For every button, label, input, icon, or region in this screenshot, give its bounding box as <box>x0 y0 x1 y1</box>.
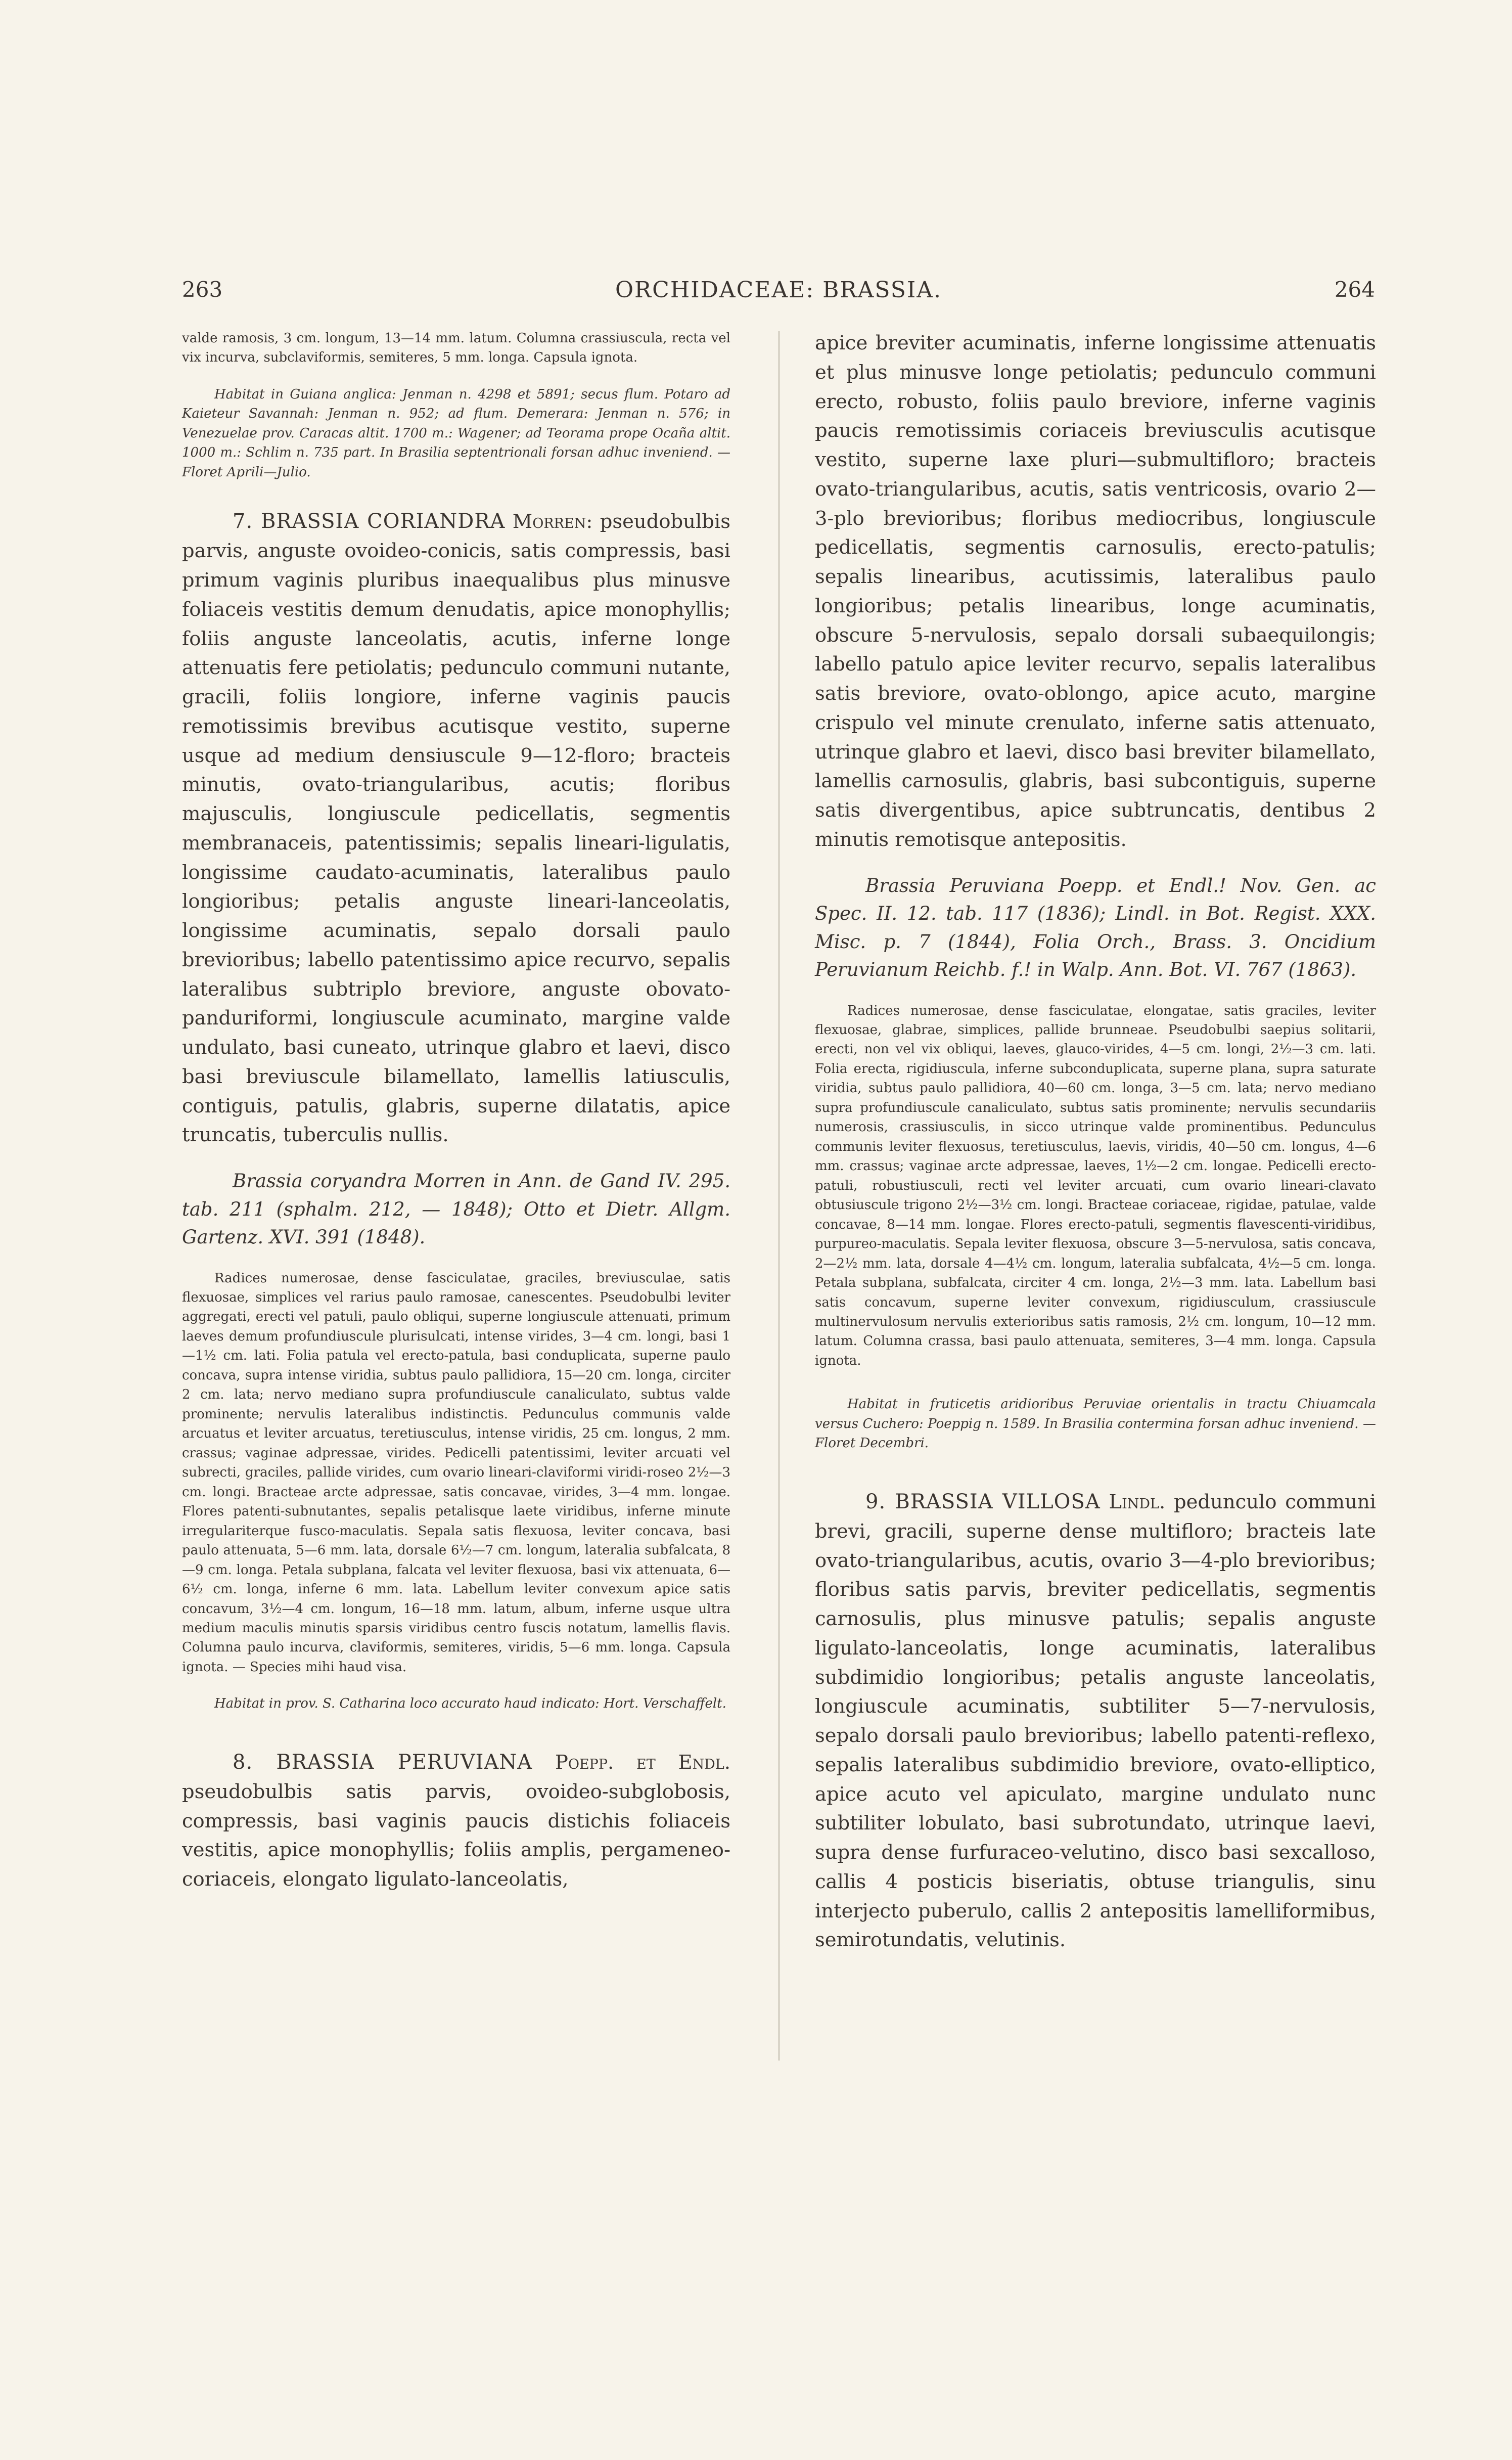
species-8-text: pseudobulbis satis parvis, ovoideo-subglobosis, compressis, basi vaginis paucis distichis foliaceis vestitis, apice monophyllis; foliis amplis, pergameneo-coriaceis, elongato ligulato-lanceolatis, <box>182 1780 730 1891</box>
species-7-text: pseudobulbis parvis, anguste ovoideo-conicis, satis compressis, basi primum vaginis pluribus inaequalibus plus minusve foliaceis vestitis demum denudatis, apice monophyllis; foliis anguste lanceolatis, acutis, inferne longe attenuatis fere petiolatis; pedunculo communi nutante, gracili, foliis longiore, inferne vaginis paucis remotissimis brevibus acutisque vestito, superne usque ad medium densiuscule 9—12-floro; bracteis minutis, ovato-triangularibus, acutis; floribus majusculis, longiuscule pedicellatis, segmentis membranaceis, patentissimis; sepalis lineari-ligulatis, longissime caudato-acuminatis, lateralibus paulo longioribus; petalis anguste lineari-lanceolatis, longissime acuminatis, sepalo dorsali paulo brevioribus; labello patentissimo apice recurvo, sepalis lateralibus subtriplo breviore, anguste obovato-panduriformi, longiuscule acuminato, margine valde undulato, basi cuneato, utrinque glabro et laevi, disco basi breviuscule bilamellato, lamellis latiusculis, contiguis, patulis, glabris, superne dilatatis, apice truncatis, tuberculis nullis. <box>182 510 730 1147</box>
species-7-diagnosis <box>182 506 730 1150</box>
species-8-diagnosis <box>182 1747 730 1894</box>
species-9-diagnosis <box>815 1487 1376 1955</box>
species-8-description: Radices numerosae, dense fasciculatae, elongatae, satis graciles, leviter flexuosae, glabrae, simplices, pallide brunneae. Pseudobulbi saepius solitarii, erecti, non vel vix obliqui, laeves, glauco-virides, 4—5 cm. longi, 2½—3 cm. lati. Folia erecta, rigidiuscula, inferne subconduplicata, superne plana, supra saturate viridia, subtus paulo pallidiora, 40—60 cm. longa, 3—5 cm. lata; nervo mediano supra profundiuscule canaliculato, subtus satis prominente; nervulis secundariis numerosis, crassiusculis, in sicco utrinque valde prominentibus. Pedunculus communis leviter flexuosus, teretiusculus, laevis, viridis, 40—50 cm. longus, 4—6 mm. crassus; vaginae arcte adpressae, laeves, 1½—2 cm. longae. Pedicelli erecto-patuli, robustiusculi, recti vel leviter arcuati, cum ovario lineari-clavato obtusiuscule trigono 2½—3½ cm. longi. Bracteae coriaceae, rigidae, patulae, valde concavae, 8—14 mm. longae. Flores erecto-patuli, segmentis flavescenti-viridibus, purpureo-maculatis. Sepala leviter flexuosa, obscure 3—5-nervulosa, satis concava, 2—2½ mm. lata, dorsale 4—4½ cm. longum, lateralia subfalcata, 4½—5 cm. longa. Petala subplana, subfalcata, circiter 4 cm. longa, 2½—3 mm. lata. Labellum basi satis concavum, superne leviter convexum, rigidiusculum, crassiuscule multinervulosum nervulis exterioribus satis ramosis, 2½ cm. longum, 10—12 mm. latum. Columna crassa, basi paulo attenuata, semiteres, 3—4 mm. longa. Capsula ignota. <box>815 1003 1376 1368</box>
species-9-author: Lindl. <box>1109 1490 1166 1513</box>
species-8-diagnosis-continued: apice breviter acuminatis, inferne longissime attenuatis et plus minusve longe petiolatis; pedunculo communi erecto, robusto, foliis paulo breviore, inferne vaginis paucis remotissimis coriaceis breviusculis acutisque vestito, superne laxe pluri—submultifloro; bracteis ovato-triangularibus, acutis, satis ventricosis, ovario 2—3-plo brevioribus; floribus mediocribus, longiuscule pedicellatis, segmentis carnosulis, erecto-patulis; sepalis linearibus, acutissimis, lateralibus paulo longioribus; petalis linearibus, longe acuminatis, obscure 5-nervulosis, sepalo dorsali subaequilongis; labello patulo apice leviter recurvo, sepalis lateralibus satis breviore, ovato-oblongo, apice acuto, margine crispulo vel minute crenulato, inferne satis attenuato, utrinque glabro et laevi, disco basi breviter bilamellato, lamellis carnosulis, glabris, basi subcontiguis, superne satis divergentibus, apice subtruncatis, dentibus 2 minutis remotisque antepositis. <box>815 332 1376 851</box>
species-8-author: Poepp. et Endl. <box>555 1751 730 1774</box>
left-column <box>182 329 730 1894</box>
species-7-reference: Brassia coryandra Morren in Ann. de Gand IV. 295. tab. 211 (sphalm. 212, — 1848); Otto et Dietr. Allgm. Gartenz. XVI. 391 (1848). <box>182 1170 730 1248</box>
running-title: ORCHIDACEAE: BRASSIA. <box>615 277 942 303</box>
running-head <box>182 277 1375 307</box>
species-7-habitat: Habitat in prov. S. Catharina loco accurato haud indicato: Hort. Verschaffelt. <box>214 1696 726 1712</box>
species-8-name: 8. BRASSIA PERUVIANA <box>233 1750 533 1774</box>
species-9-text: pedunculo communi brevi, gracili, superne dense multifloro; bracteis late ovato-triangularibus, acutis, ovario 3—4-plo brevioribus; floribus satis parvis, breviter pedicellatis, segmentis carnosulis, plus minusve patulis; sepalis anguste ligulato-lanceolatis, longe acuminatis, lateralibus subdimidio longioribus; petalis anguste lanceolatis, longiuscule acuminatis, subtiliter 5—7-nervulosis, sepalo dorsali paulo brevioribus; labello patenti-reflexo, sepalis lateralibus subdimidio breviore, ovato-elliptico, apice acuto vel apiculato, margine undulato nunc subtiliter lobulato, basi subrotundato, utrinque laevi, supra dense furfuraceo-velutino, disco basi sexcalloso, callis 4 posticis biseriatis, obtuse triangulis, sinu interjecto puberulo, callis 2 antepositis lamelliformibus, semirotundatis, velutinis. <box>815 1490 1376 1952</box>
page-number-left: 263 <box>182 277 223 302</box>
species-7-description: Radices numerosae, dense fasciculatae, graciles, breviusculae, satis flexuosae, simplices vel rarius paulo ramosae, canescentes. Pseudobulbi leviter aggregati, erecti vel patuli, paulo obliqui, superne longiuscule attenuati, primum laeves demum profundiuscule plurisulcati, intense virides, 3—4 cm. longi, basi 1—1½ cm. lati. Folia patula vel erecto-patula, basi conduplicata, superne paulo concava, supra intense viridia, subtus paulo pallidiora, 15—20 cm. longa, circiter 2 cm. lata; nervo mediano supra profundiuscule canaliculato, subtus valde prominente; nervulis lateralibus indistinctis. Pedunculus communis valde arcuatus et leviter arcuatus, teretiusculus, intense viridis, 25 cm. longus, 2 mm. crassus; vaginae adpressae, virides. Pedicelli patentissimi, leviter arcuati vel subrecti, graciles, pallide virides, cum ovario lineari-claviformi viridi-roseo 2½—3 cm. longi. Bracteae arcte adpressae, satis concavae, virides, 3—4 mm. longae. Flores patenti-subnutantes, sepalis petalisque laete viridibus, inferne minute irregulariterque fusco-maculatis. Sepala satis flexuosa, leviter concava, basi paulo attenuata, 5—6 mm. lata, dorsale 6½—7 cm. longum, lateralia subfalcata, 8—9 cm. longa. Petala subplana, falcata vel leviter flexuosa, basi vix attenuata, 6—6½ cm. longa, inferne 6 mm. lata. Labellum leviter convexum apice satis concavum, 3½—4 cm. longum, 16—18 mm. latum, album, inferne usque ultra medium maculis minutis sparsis viridibus centro fuscis notatum, lamellis flavis. Columna paulo incurva, claviformis, semiteres, viridis, 5—6 mm. longa. Capsula ignota. — Species mihi haud visa. <box>182 1270 730 1675</box>
column-divider <box>778 331 780 2061</box>
continued-description: valde ramosis, 3 cm. longum, 13—14 mm. latum. Columna crassiuscula, recta vel vix incurva, subclaviformis, semiteres, 5 mm. longa. Capsula ignota. <box>182 331 730 366</box>
species-7-name: 7. BRASSIA CORIANDRA <box>233 510 506 533</box>
species-8-habitat: Habitat in fruticetis aridioribus Peruviae orientalis in tractu Chiuamcala versus Cuchero: Poeppig n. 1589. In Brasilia contermina forsan adhuc inveniend. — Floret Decembri. <box>815 1397 1376 1451</box>
species-7-author: Morren: <box>512 510 593 533</box>
species-9-name: 9. BRASSIA VILLOSA <box>865 1490 1101 1513</box>
species-8-reference: Brassia Peruviana Poepp. et Endl.! Nov. Gen. ac Spec. II. 12. tab. 117 (1836); Lindl. in Bot. Regist. XXX. Misc. p. 7 (1844), Folia Orch., Brass. 3. Oncidium Peruvianum Reichb. f.! in Walp. Ann. Bot. VI. 767 (1863). <box>815 874 1376 980</box>
right-column <box>815 329 1376 1955</box>
page-number-right: 264 <box>1334 277 1375 302</box>
habitat-paragraph: Habitat in Guiana anglica: Jenman n. 4298 et 5891; secus flum. Potaro ad Kaieteur Savannah: Jenman n. 952; ad flum. Demerara: Jenman n. 576; in Venezuelae prov. Caracas altit. 1700 m.: Wagener; ad Teorama prope Ocaña altit. 1000 m.: Schlim n. 735 part. In Brasilia septentrionali forsan adhuc inveniend. — Floret Aprili—Julio. <box>182 386 730 480</box>
